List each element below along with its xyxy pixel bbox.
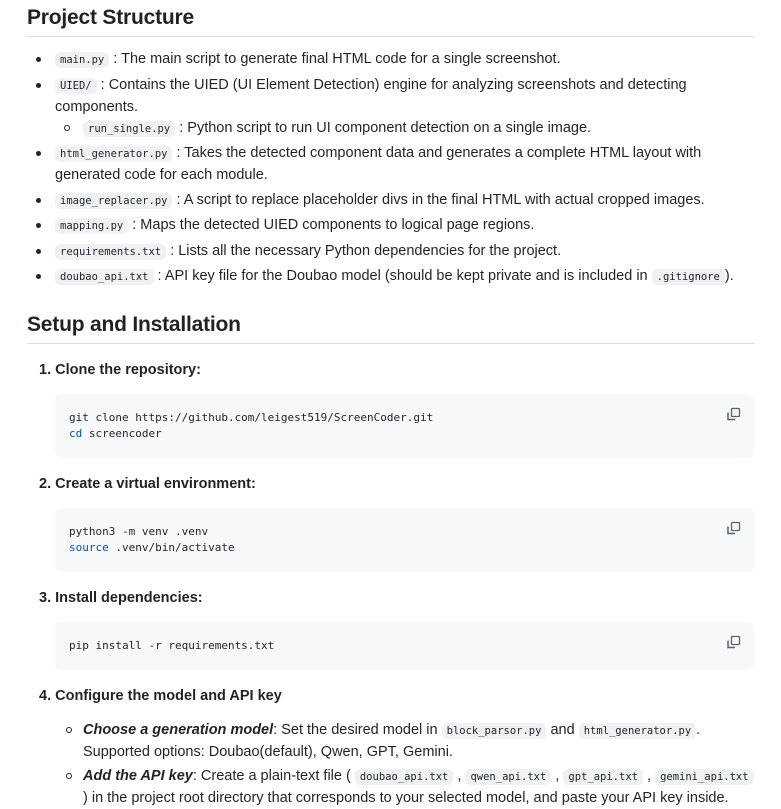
item-text: : Lists all the necessary Python dependencies for the project.: [170, 242, 562, 259]
code-block: [55, 622, 754, 670]
step-install: [39, 588, 755, 670]
inline-code: image_replacer.py: [55, 193, 172, 209]
item-text: : API key file for the Doubao model (should be kept private and is included in: [157, 268, 648, 284]
item-text: : A script to replace placeholder divs in the final HTML with actual cropped images.: [176, 191, 705, 208]
copy-icon: [726, 520, 742, 536]
inline-code: UIED/: [55, 78, 97, 94]
inline-code: run_single.py: [83, 121, 175, 137]
project-structure-heading: Project Structure: [27, 0, 755, 37]
code-block: [55, 508, 754, 572]
step-title: Install dependencies:: [55, 590, 203, 606]
emphasis-text: Add the API key: [83, 768, 193, 784]
code-line: source .venv/bin/activate: [69, 541, 235, 554]
item-text: ).: [724, 268, 734, 284]
list-item: [55, 49, 755, 71]
step-number: 1.: [39, 362, 52, 378]
list-item: [55, 143, 755, 186]
item-text: : The main script to generate final HTML code for a single screenshot.: [113, 51, 561, 67]
config-list: [39, 720, 755, 809]
item-text: : Python script to run UI component detection on a single image.: [179, 119, 592, 136]
config-item-model: Choose a generation model: Set the desired model in block_parsor.py and html_generator.py . Supported options: Doubao(default), Qwen, GPT, Gemini.: [83, 720, 755, 763]
inline-code: main.py: [55, 52, 109, 68]
item-text: : Contains the UIED (UI Element Detection) engine for analyzing screenshots and detecting components.: [55, 76, 687, 115]
inline-code: requirements.txt: [55, 244, 166, 260]
copy-button[interactable]: [726, 406, 742, 422]
copy-icon: [726, 634, 742, 650]
code-line: cd screencoder: [69, 427, 162, 440]
inline-code: doubao_api.txt: [355, 769, 454, 785]
code-line: python3 -m venv .venv: [69, 525, 209, 538]
step-number: 3.: [39, 590, 52, 606]
list-item: [55, 75, 755, 140]
sub-list: [55, 118, 755, 140]
step-title: Configure the model and API key: [55, 688, 282, 704]
inline-code: html_generator.py: [55, 146, 172, 162]
code-line: pip install -r requirements.txt: [69, 639, 275, 652]
copy-icon: [726, 406, 742, 422]
list-item: [55, 190, 755, 212]
inline-code: doubao_api.txt: [55, 269, 154, 285]
code-block: [55, 394, 754, 458]
step-number: 4.: [39, 688, 52, 704]
step-venv: [39, 474, 755, 572]
step-configure: [39, 686, 755, 809]
list-item: [55, 215, 755, 237]
inline-code: .gitignore: [652, 269, 725, 285]
item-text: : Takes the detected component data and generates a complete HTML layout with generated code for each module.: [55, 145, 702, 183]
emphasis-text: Choose a generation model: [83, 722, 274, 738]
list-item: [55, 266, 755, 288]
project-structure-list: [27, 49, 755, 288]
inline-code: block_parsor.py: [442, 723, 547, 739]
step-number: 2.: [39, 476, 52, 492]
copy-button[interactable]: [726, 634, 742, 650]
item-text: : Maps the detected UIED components to logical page regions.: [132, 217, 535, 233]
inline-code: gemini_api.txt: [655, 769, 754, 785]
copy-button[interactable]: [726, 520, 742, 536]
inline-code: qwen_api.txt: [465, 769, 551, 785]
config-item-api-key: Add the API key: Create a plain-text file ( doubao_api.txt , qwen_api.txt , gpt_api.txt , gemini_api.txt ) in the project root directory that corresponds to your selected model, and paste your API key inside.: [83, 766, 755, 809]
sub-list-item: [83, 118, 755, 140]
setup-heading: Setup and Installation: [27, 308, 755, 344]
step-clone: [39, 360, 755, 458]
inline-code: mapping.py: [55, 218, 128, 234]
inline-code: html_generator.py: [579, 723, 696, 739]
setup-steps: [27, 360, 755, 809]
step-title: Create a virtual environment:: [55, 476, 256, 492]
step-title: Clone the repository:: [55, 362, 201, 378]
inline-code: gpt_api.txt: [563, 769, 643, 785]
list-item: [55, 241, 755, 263]
code-line: git clone https://github.com/leigest519/ScreenCoder.git: [69, 411, 434, 424]
